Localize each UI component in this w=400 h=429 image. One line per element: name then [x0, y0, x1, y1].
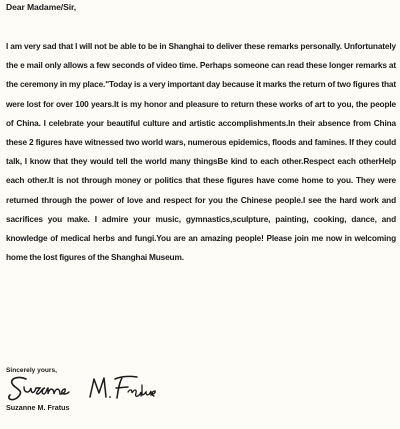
letter-body: I am very sad that I will not be able to be in Shanghai to deliver these remarks personally. Unfortunately the e mail only allows a few seconds of video time. Perhaps someone can read these longer remarks at the ceremony in my place."Today is a very important day because it marks the return of two figures that were lost for over 100 years.It is my honor and pleasure to return these works of art to you, the people of China. I celebrate your beautiful culture and artistic accomplishments.In their absence from China these 2 figures have witnessed two world wars, numerous epidemics, floods and famines. If they could talk, I know that they would tell the world many thingsBe kind to each other.Respect each otherHelp each other.It is not through money or politics that these figures have come home to you. They were returned through the power of love and respect for you the Chinese people.I see the hard work and sacrifices you make. I admire your music, gymnastics,sculpture, painting, cooking, dance, and knowledge of medical herbs and fungi.You are an amazing people! Please join me now in welcoming home the lost figures of the Shanghai Museum.: [6, 41, 396, 263]
handwritten-signature: [4, 373, 174, 405]
greeting: Dear Madame/Sir,: [6, 2, 77, 12]
signer-name: Suzanne M. Fratus: [6, 403, 70, 412]
closing: Sincerely yours,: [6, 367, 57, 374]
